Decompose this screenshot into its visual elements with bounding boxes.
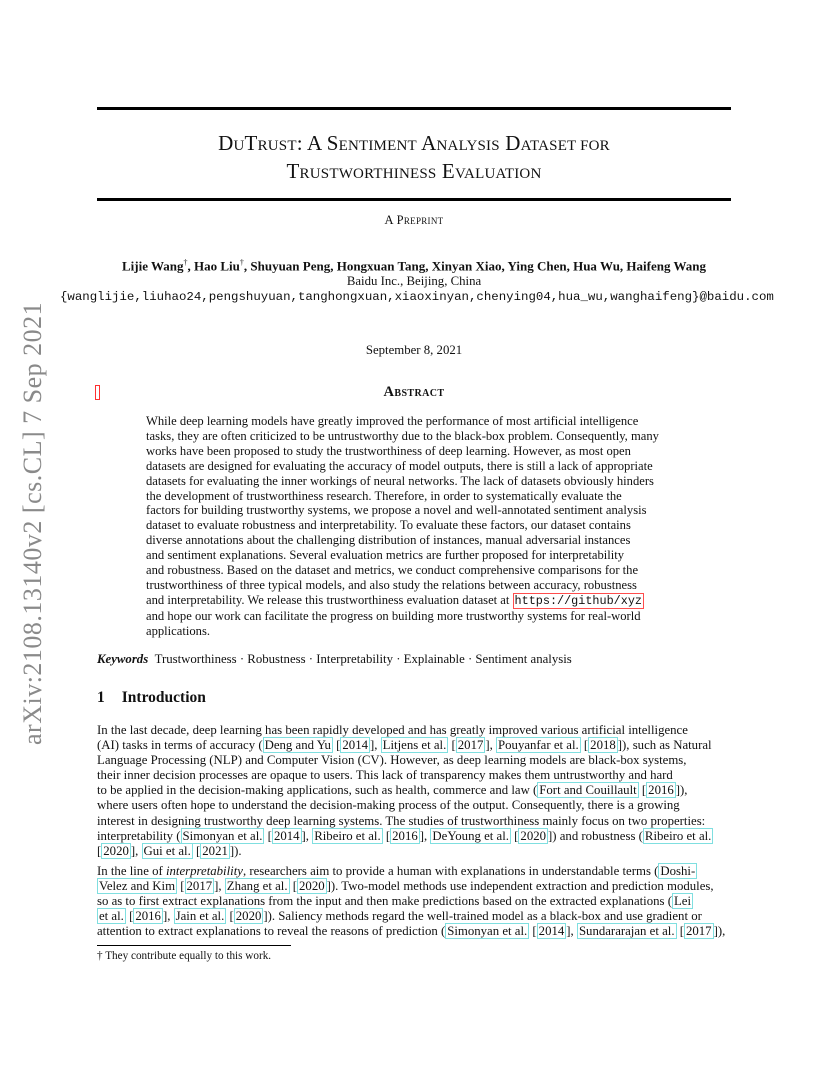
- citation-link[interactable]: Velez and Kim: [99, 879, 176, 894]
- title-top-rule: [97, 107, 731, 110]
- preprint-label: A Preprint: [384, 213, 444, 227]
- citation-year-link[interactable]: 2014: [342, 738, 368, 753]
- keywords-line: [97, 652, 731, 667]
- citation-link[interactable]: Gui et al.: [143, 843, 191, 858]
- citation-year-link[interactable]: 2014: [273, 828, 300, 843]
- citation-link[interactable]: Ribeiro et al.: [314, 828, 381, 843]
- keywords-items: Trustworthiness · Robustness · Interpretability · Explainable · Sentiment analysis: [154, 652, 572, 666]
- citation-link[interactable]: Litjens et al.: [382, 738, 447, 753]
- citation-year-link[interactable]: 2017: [685, 924, 712, 939]
- citation-year-link[interactable]: 2017: [186, 879, 213, 894]
- citation-link[interactable]: Deng and Yu: [264, 738, 331, 753]
- citation-year-link[interactable]: 2020: [235, 909, 262, 924]
- intro-paragraph-2: In the line of interpretability, researchers aim to provide a human with explanations in understandable terms ( Doshi- Velez and Kim [ 2017 ], Zhang et al. [ 2020 ]). Two-model methods use independent extraction and prediction modules, so as to first extract explanations from the input and then make predictions based on the extracted explanations ( Lei et al. [ 2016 ], Jain et al. [ 2020 ]). Saliency methods regard the well-trained model as a black-box and use gradient or attention to extract explanations to reveal the reasons of prediction ( Simonyan et al. [ 2014 ], Sundararajan et al. [ 2017 ]),: [97, 864, 726, 939]
- citation-link[interactable]: Zhang et al.: [226, 879, 288, 894]
- citation-link[interactable]: Jain et al.: [175, 909, 225, 924]
- citation-link[interactable]: et al.: [99, 909, 124, 924]
- citation-year-link[interactable]: 2020: [299, 879, 325, 894]
- abstract-body: While deep learning models have greatly improved the performance of most artificial intelligence tasks, they are often criticized to be untrustworthy due to the black-box problem. Consequently, many works have been proposed to study the trustworthiness of deep learning. However, as most open datasets are designed for evaluating the accuracy of model outputs, there is still a lack of appropriate datasets for evaluating the inner workings of neural networks. The lack of datasets obviously hinders the development of trustworthiness research. Therefore, in order to systematically evaluate the factors for building trustworthy systems, we propose a novel and well-annotated sentiment analysis dataset to evaluate robustness and interpretability. To evaluate these factors, our dataset contains diverse annotations about the challenging distribution of instances, manual adversarial instances and sentiment explanations. Several evaluation metrics are further proposed for interpretability and robustness. Based on the dataset and metrics, we conduct comprehensive comparisons for the trustworthiness of three typical models, and also study the relations between accuracy, robustness and interpretability. We release this trustworthiness evaluation dataset at https://github/xyz and hope our work can facilitate the progress on building more trustworthy systems for real-world applications.: [146, 414, 659, 638]
- citation-year-link[interactable]: 2016: [648, 783, 674, 798]
- footnote-rule: [97, 945, 291, 946]
- section-heading-introduction: 1 Introduction: [97, 689, 206, 706]
- author-emails: {wanglijie,liuhao24,pengshuyuan,tanghongxuan,xiaoxinyan,chenying04,hua_wu,wanghaifeng}@baidu.com: [60, 290, 774, 304]
- paper-title-line2: TRUSTWORTHINESS EVALUATION: [286, 159, 542, 183]
- citation-year-link[interactable]: 2016: [135, 909, 161, 924]
- paper-date: September 8, 2021: [365, 343, 463, 357]
- dataset-url-link[interactable]: https://github/xyz: [514, 593, 642, 608]
- citation-year-link[interactable]: 2016: [392, 828, 418, 843]
- affiliation: Baidu Inc., Beijing, China: [346, 274, 482, 288]
- abstract-heading: Abstract: [383, 384, 445, 400]
- title-bottom-rule: [97, 198, 731, 201]
- author-list: Lijie Wang†, Hao Liu†, Shuyuan Peng, Hongxuan Tang, Xinyan Xiao, Ying Chen, Hua Wu, Haifeng Wang: [121, 258, 707, 274]
- citation-year-link[interactable]: 2018: [590, 738, 616, 753]
- citation-link[interactable]: Simonyan et al.: [447, 924, 528, 939]
- citation-link[interactable]: Ribeiro et al.: [644, 828, 712, 843]
- citation-year-link[interactable]: 2014: [538, 924, 565, 939]
- citation-link[interactable]: Fort and Couillault: [539, 783, 637, 798]
- citation-year-link[interactable]: 2020: [103, 843, 129, 858]
- intro-paragraph-1: In the last decade, deep learning has been rapidly developed and has greatly improved various artificial intelligence (AI) tasks in terms of accuracy ( Deng and Yu [ 2014 ], Litjens et al. [ 2017 ], Pouyanfar et al. [ 2018 ]), such as Natural Language Processing (NLP) and Computer Vision (CV). However, as deep learning models are black-box systems, their inner decision processes are opaque to users. This lack of transparency makes them untrustworthy and hard to be applied in the decision-making applications, such as health, commerce and law ( Fort and Couillault [ 2016 ]), where users often hope to understand the decision-making process of the output. Consequently, there is a growing interest in designing trustworthy deep learning systems. The studies of trustworthiness mainly focus on two properties: interpretability ( Simonyan et al. [ 2014 ], Ribeiro et al. [ 2016 ], DeYoung et al. [ 2020 ]) and robustness ( Ribeiro et al. [ 2020 ], Gui et al. [ 2021 ]).: [97, 723, 712, 858]
- citation-link[interactable]: Simonyan et al.: [182, 828, 263, 843]
- citation-link[interactable]: DeYoung et al.: [432, 828, 509, 843]
- citation-link[interactable]: Doshi-: [660, 864, 696, 878]
- arxiv-side-stamp: arXiv:2108.13140v2 [cs.CL] 7 Sep 2021: [18, 301, 47, 745]
- keywords-label: Keywords: [97, 652, 149, 666]
- citation-link[interactable]: Lei: [673, 894, 692, 909]
- citation-year-link[interactable]: 2017: [457, 738, 484, 753]
- citation-year-link[interactable]: 2021: [202, 843, 228, 858]
- footnote: † They contribute equally to this work.: [97, 950, 272, 962]
- paper-title-line1: DUTRUST: A SENTIMENT ANALYSIS DATASET FOR: [218, 131, 610, 155]
- citation-year-link[interactable]: 2020: [520, 828, 547, 843]
- citation-link[interactable]: Pouyanfar et al.: [498, 738, 579, 753]
- citation-link[interactable]: Sundararajan et al.: [578, 924, 675, 939]
